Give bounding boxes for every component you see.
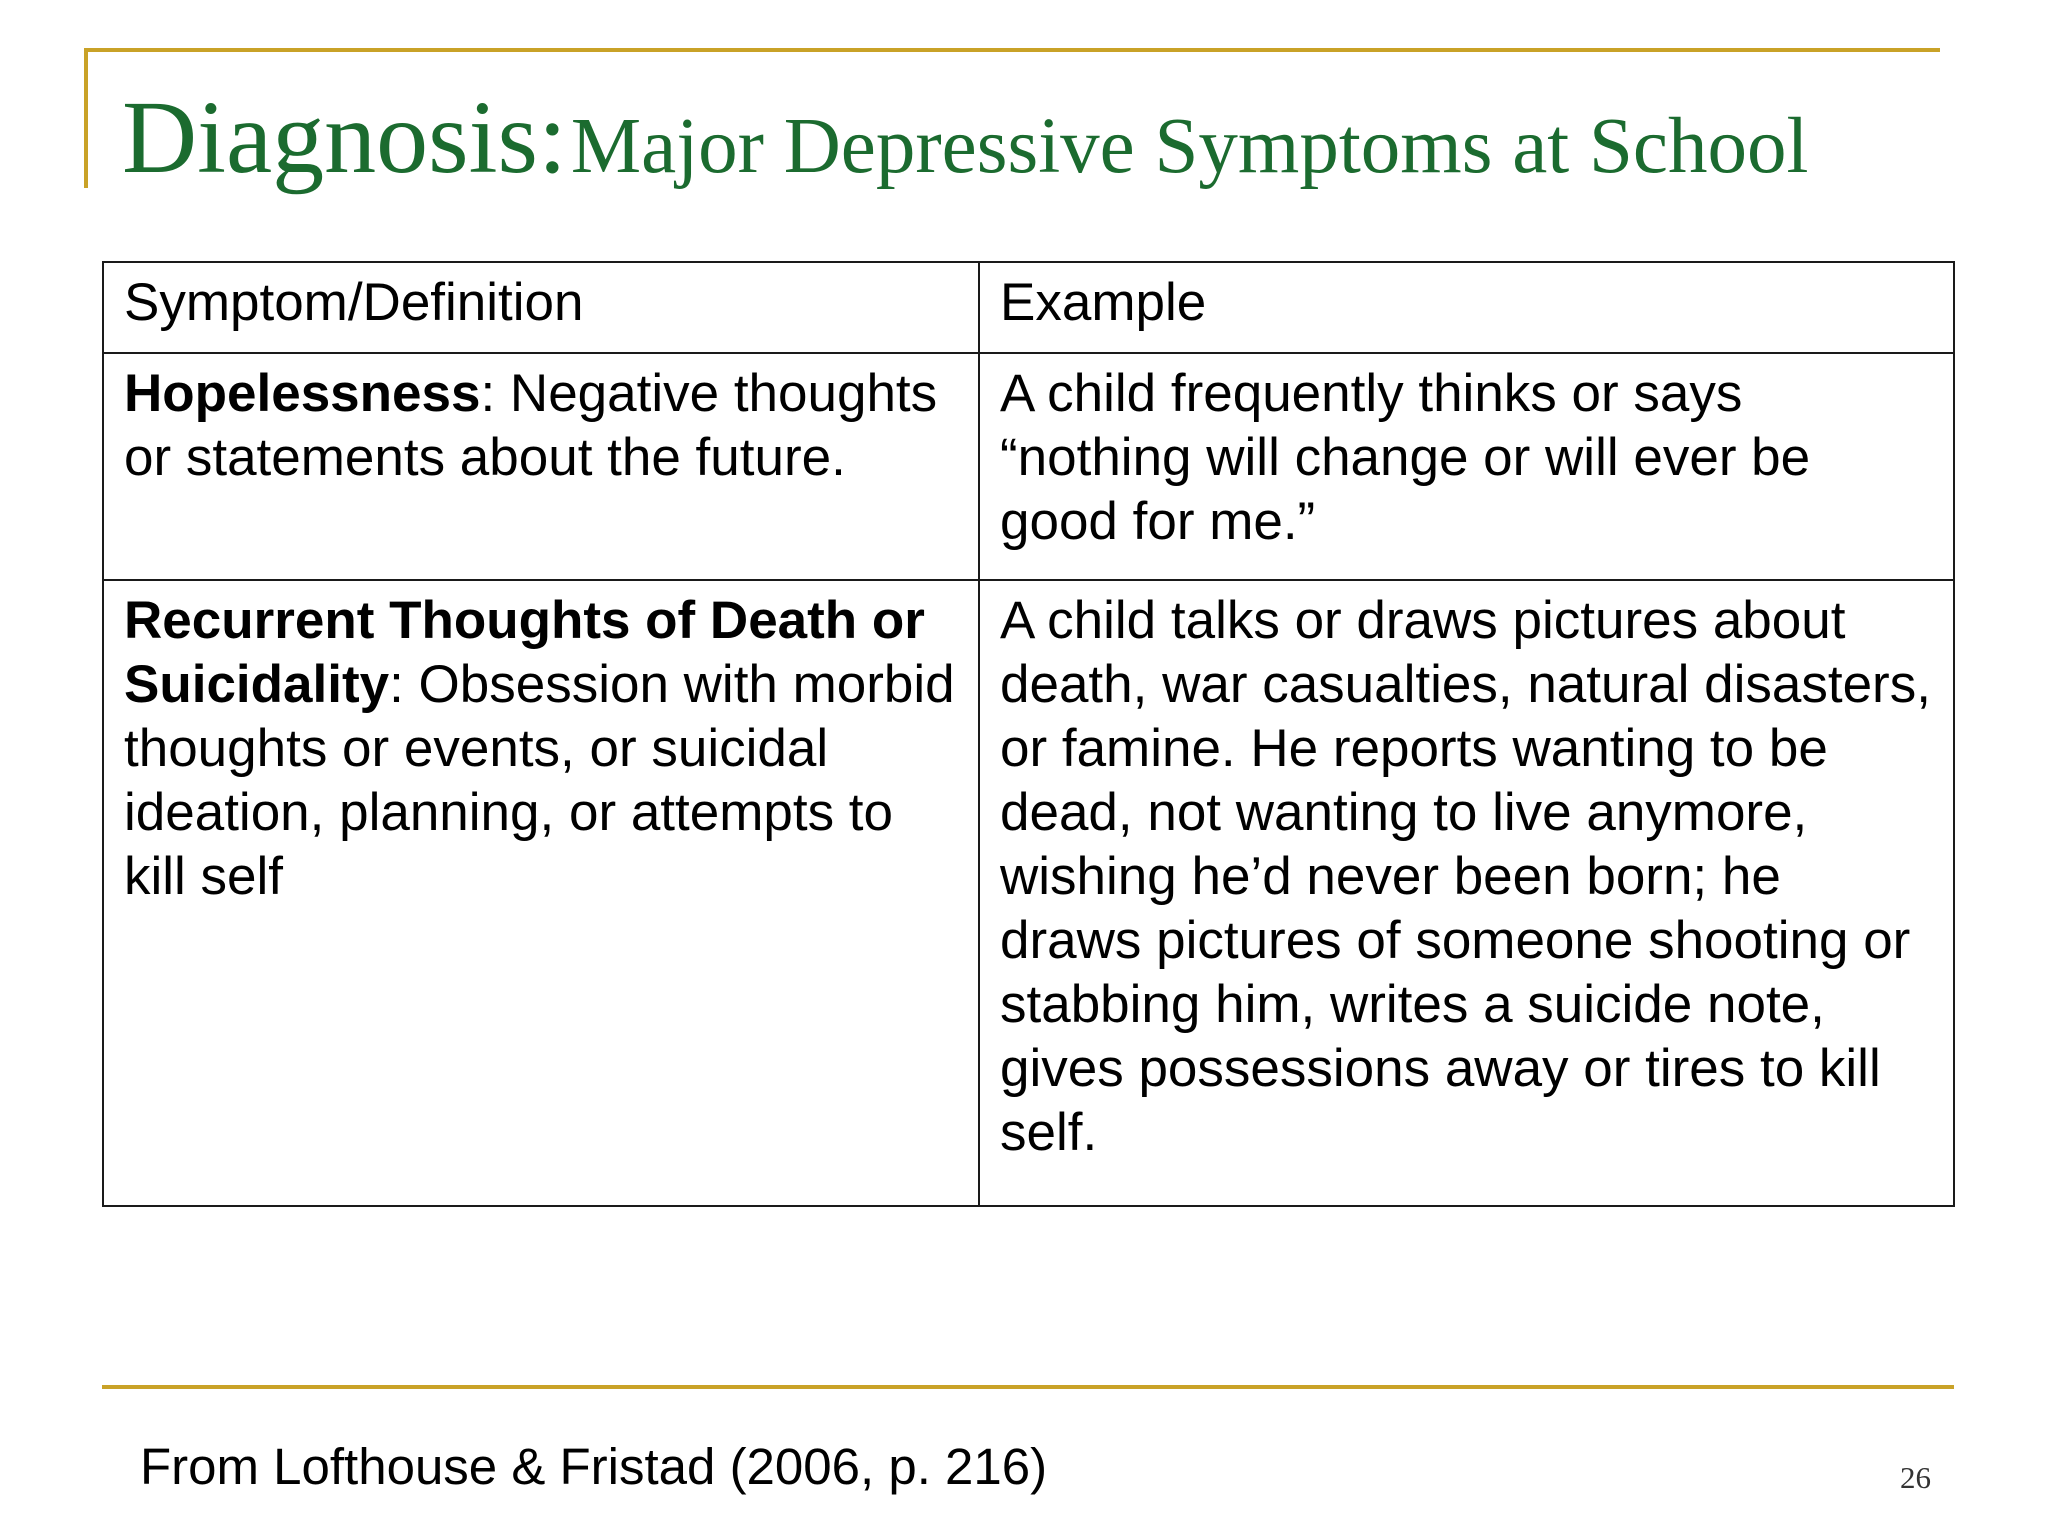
slide-title-sub: Major Depressive Symptoms at School: [570, 103, 1809, 190]
slide-title: [122, 80, 1809, 195]
symptom-cell: [103, 580, 979, 1206]
left-decorative-rule: [84, 48, 88, 188]
header-example: Example: [979, 262, 1954, 353]
source-citation: From Lofthouse & Fristad (2006, p. 216): [140, 1438, 1048, 1495]
table-header-row: [103, 262, 1954, 353]
symptom-term: Recurrent Thoughts of Death or Suicidality: [124, 591, 925, 714]
symptom-cell: [103, 353, 979, 580]
table-row: [103, 353, 1954, 580]
symptom-definition: : Obsession with morbid thoughts or events, or suicidal ideation, planning, or attempts to kill self: [124, 655, 955, 906]
slide-number: 26: [1900, 1460, 1931, 1495]
symptom-definition: : Negative thoughts or statements about the future.: [124, 364, 938, 487]
example-cell: A child talks or draws pictures about death, war casualties, natural disasters, or famine. He reports wanting to be dead, not wanting to live anymore, wishing he’d never been born; he draws pictures of someone shooting or stabbing him, writes a suicide note, gives possessions away or tires to kill self.: [979, 580, 1954, 1206]
table-row: [103, 580, 1954, 1206]
symptom-term: Hopelessness: [124, 364, 481, 423]
bottom-decorative-rule: [102, 1385, 1954, 1389]
symptom-table: [102, 261, 1955, 1207]
slide-title-main: Diagnosis:: [122, 80, 567, 195]
example-cell: A child frequently thinks or says “nothing will change or will ever be good for me.”: [979, 353, 1954, 580]
header-symptom-definition: Symptom/Definition: [103, 262, 979, 353]
top-decorative-rule: [84, 48, 1940, 52]
